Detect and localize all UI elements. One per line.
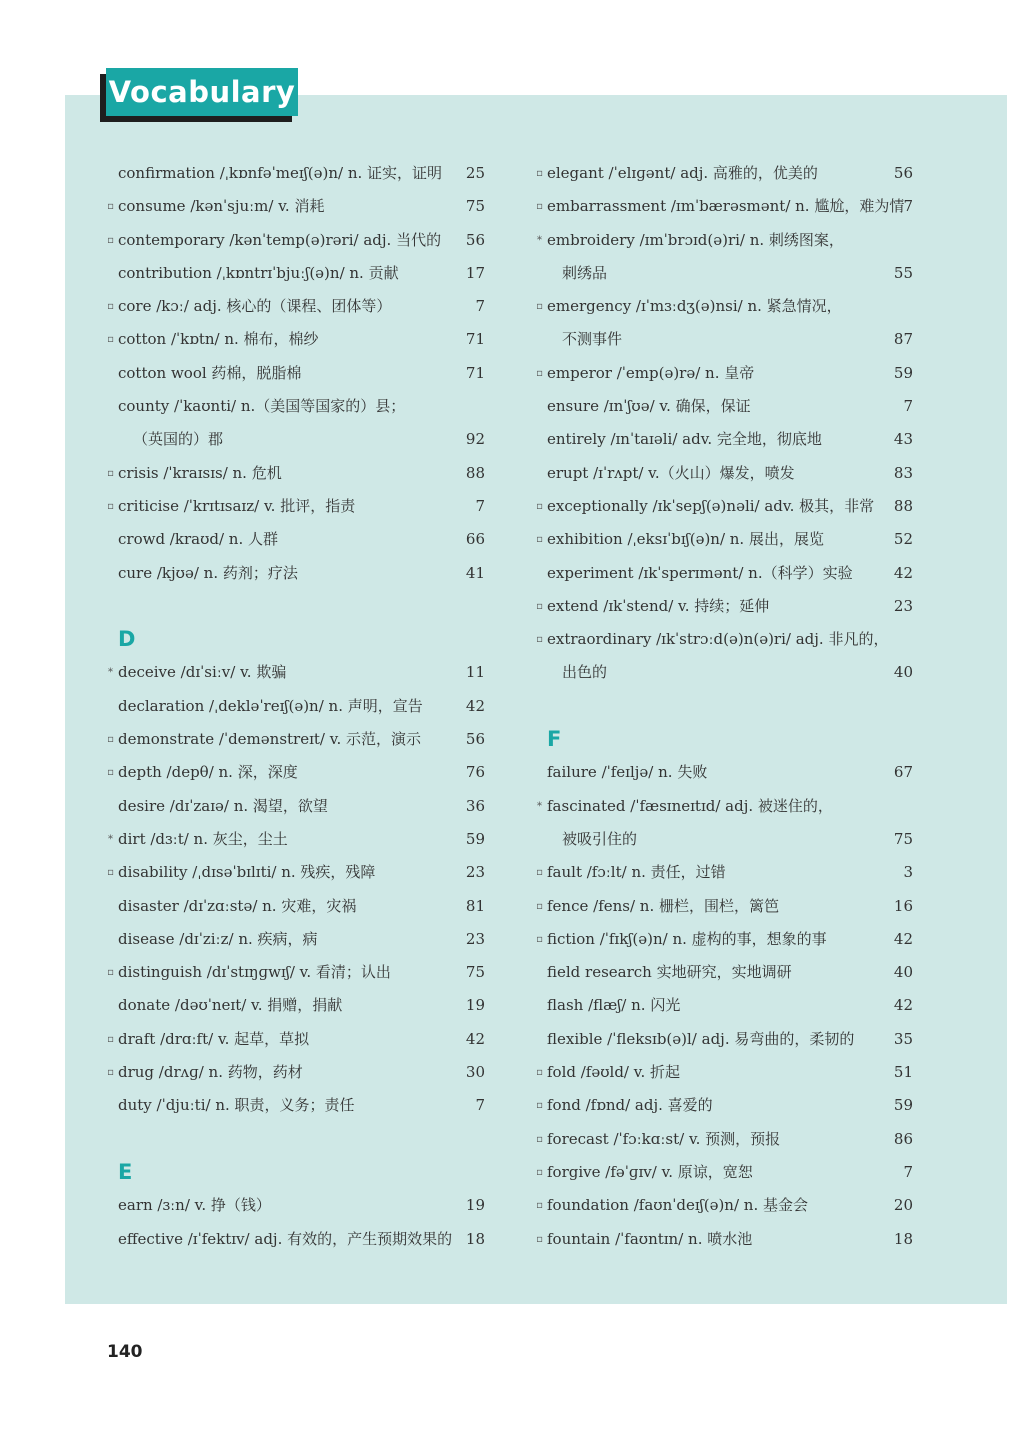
entry-text: exhibition /ˌeksɪˈbɪʃ(ə)n/ n. 展出，展览 bbox=[547, 530, 824, 549]
entry-text: emperor /ˈemp(ə)rə/ n. 皇帝 bbox=[547, 363, 755, 382]
entry-text: criticise /ˈkrɪtɪsaɪz/ v. 批评，指责 bbox=[118, 496, 356, 515]
entry-page: 42 bbox=[893, 563, 913, 582]
vocab-entry bbox=[105, 257, 485, 290]
entry-text: dirt /dɜːt/ n. 灰尘，尘土 bbox=[118, 829, 288, 848]
square-marker: ▫ bbox=[536, 600, 543, 612]
entry-text: embroidery /ɪmˈbrɔɪd(ə)ri/ n. 刺绣图案， bbox=[547, 230, 844, 249]
vocab-entry bbox=[534, 357, 913, 390]
vocab-entry bbox=[534, 290, 913, 323]
entry-text: 被吸引住的 bbox=[562, 829, 638, 848]
vocab-entry bbox=[105, 557, 485, 590]
vocab-entry bbox=[534, 557, 913, 590]
entry-text: embarrassment /ɪmˈbærəsmənt/ n. 尴尬，难为情 bbox=[547, 197, 905, 216]
square-marker: ▫ bbox=[536, 301, 543, 313]
vocab-entry bbox=[105, 1223, 485, 1256]
square-marker: ▫ bbox=[536, 1166, 543, 1178]
entry-page: 3 bbox=[903, 863, 913, 882]
vocab-entry bbox=[105, 656, 485, 689]
entry-page: 30 bbox=[465, 1063, 485, 1082]
vocab-entry bbox=[534, 1089, 913, 1122]
vocab-entry bbox=[105, 1089, 485, 1122]
square-marker: ▫ bbox=[107, 234, 114, 246]
square-marker: ▫ bbox=[107, 500, 114, 512]
entry-text: drug /drʌɡ/ n. 药物，药材 bbox=[118, 1063, 303, 1082]
entry-page: 81 bbox=[465, 896, 485, 915]
vocab-entry bbox=[534, 923, 913, 956]
vocab-entry bbox=[534, 1156, 913, 1189]
entry-page: 20 bbox=[893, 1196, 913, 1215]
entry-page: 7 bbox=[903, 1162, 913, 1181]
entry-text: forgive /fəˈɡɪv/ v. 原谅，宽恕 bbox=[547, 1162, 753, 1181]
entry-page: 67 bbox=[893, 763, 913, 782]
entry-text: effective /ɪˈfektɪv/ adj. 有效的，产生预期效果的 bbox=[118, 1229, 453, 1248]
entry-page: 56 bbox=[465, 730, 485, 749]
entry-text: 不测事件 bbox=[562, 330, 623, 349]
vocab-entry bbox=[105, 290, 485, 323]
entry-page: 88 bbox=[465, 463, 485, 482]
vocab-entry bbox=[105, 790, 485, 823]
vocab-entry bbox=[105, 956, 485, 989]
entry-page: 51 bbox=[893, 1063, 913, 1082]
entry-continuation bbox=[534, 323, 913, 356]
section-letter: D bbox=[118, 627, 136, 652]
asterisk-marker: * bbox=[537, 800, 542, 812]
entry-text: elegant /ˈelɪɡənt/ adj. 高雅的，优美的 bbox=[547, 164, 818, 182]
entry-page: 40 bbox=[893, 963, 913, 982]
entry-text: exceptionally /ɪkˈsepʃ(ə)nəli/ adv. 极其，非常 bbox=[547, 496, 875, 515]
entry-text: 刺绣品 bbox=[562, 263, 608, 282]
entry-page: 19 bbox=[465, 996, 485, 1015]
right-column bbox=[534, 157, 913, 1256]
entry-page: 40 bbox=[893, 663, 913, 682]
entry-page: 19 bbox=[465, 1196, 485, 1215]
entry-text: fiction /ˈfɪkʃ(ə)n/ n. 虚构的事，想象的事 bbox=[547, 929, 827, 948]
vocab-entry bbox=[534, 790, 913, 823]
entry-text: donate /dəʊˈneɪt/ v. 捐赠，捐献 bbox=[118, 996, 343, 1015]
vocab-entry bbox=[105, 323, 485, 356]
square-marker: ▫ bbox=[536, 1067, 543, 1079]
entry-text: fault /fɔːlt/ n. 责任，过错 bbox=[547, 863, 726, 882]
entry-page: 55 bbox=[893, 263, 913, 282]
square-marker: ▫ bbox=[107, 1067, 114, 1079]
entry-page: 83 bbox=[893, 463, 913, 482]
left-column bbox=[105, 157, 485, 1256]
entry-text: earn /ɜːn/ v. 挣（钱） bbox=[118, 1196, 271, 1215]
vocab-entry bbox=[105, 856, 485, 889]
page-number: 140 bbox=[107, 1342, 143, 1362]
vocab-entry bbox=[105, 1056, 485, 1089]
square-marker: ▫ bbox=[107, 301, 114, 313]
square-marker: ▫ bbox=[107, 734, 114, 746]
vocab-entry bbox=[105, 1189, 485, 1222]
entry-text: （英国的）郡 bbox=[133, 430, 224, 449]
square-marker: ▫ bbox=[536, 367, 543, 379]
entry-page: 23 bbox=[465, 929, 485, 948]
vocab-entry bbox=[534, 490, 913, 523]
entry-page: 41 bbox=[465, 563, 485, 582]
square-marker: ▫ bbox=[536, 1100, 543, 1112]
entry-page: 7 bbox=[475, 496, 485, 515]
vocab-entry bbox=[534, 523, 913, 556]
vocab-entry bbox=[105, 756, 485, 789]
entry-page: 71 bbox=[465, 330, 485, 349]
entry-text: failure /ˈfeɪljə/ n. 失败 bbox=[547, 763, 708, 782]
entry-page: 87 bbox=[893, 330, 913, 349]
entry-text: crowd /kraʊd/ n. 人群 bbox=[118, 530, 278, 549]
square-marker: ▫ bbox=[536, 201, 543, 213]
entry-text: consume /kənˈsjuːm/ v. 消耗 bbox=[118, 197, 325, 216]
entry-text: fence /fens/ n. 栅栏，围栏，篱笆 bbox=[547, 896, 779, 915]
vocab-entry bbox=[534, 457, 913, 490]
vocab-entry bbox=[534, 423, 913, 456]
vocab-entry bbox=[534, 1023, 913, 1056]
entry-page: 42 bbox=[465, 1029, 485, 1048]
vocab-entry bbox=[105, 490, 485, 523]
entry-text: ensure /ɪnˈʃʊə/ v. 确保，保证 bbox=[547, 397, 751, 416]
vocab-entry bbox=[534, 756, 913, 789]
entry-page: 7 bbox=[475, 1096, 485, 1115]
entry-page: 75 bbox=[465, 963, 485, 982]
entry-page: 42 bbox=[465, 696, 485, 715]
vocab-entry bbox=[105, 890, 485, 923]
entry-page: 36 bbox=[465, 796, 485, 815]
entry-continuation bbox=[534, 656, 913, 689]
section-letter: E bbox=[118, 1159, 133, 1184]
entry-text: field research 实地研究，实地调研 bbox=[547, 963, 792, 982]
entry-text: cotton /ˈkɒtn/ n. 棉布，棉纱 bbox=[118, 330, 319, 349]
entry-text: extraordinary /ɪkˈstrɔːd(ə)n(ə)ri/ adj. 非凡的， bbox=[547, 630, 889, 649]
entry-text: entirely /ɪnˈtaɪəli/ adv. 完全地，彻底地 bbox=[547, 430, 822, 449]
vocab-entry bbox=[534, 1189, 913, 1222]
entry-page: 56 bbox=[465, 230, 485, 249]
vocab-entry bbox=[105, 989, 485, 1022]
vocab-entry bbox=[534, 157, 913, 190]
vocab-entry bbox=[534, 1123, 913, 1156]
vocab-entry bbox=[105, 1023, 485, 1056]
entry-text: fascinated /ˈfæsɪneɪtɪd/ adj. 被迷住的， bbox=[547, 796, 833, 815]
square-marker: ▫ bbox=[536, 1133, 543, 1145]
entry-text: duty /ˈdjuːti/ n. 职责，义务；责任 bbox=[118, 1096, 355, 1115]
entry-page: 42 bbox=[893, 929, 913, 948]
entry-page: 75 bbox=[893, 829, 913, 848]
entry-page: 92 bbox=[465, 430, 485, 449]
vocab-entry bbox=[534, 224, 913, 257]
entry-page: 23 bbox=[893, 596, 913, 615]
entry-text: contemporary /kənˈtemp(ə)rəri/ adj. 当代的 bbox=[118, 230, 442, 249]
square-marker: ▫ bbox=[536, 900, 543, 912]
entry-text: crisis /ˈkraɪsɪs/ n. 危机 bbox=[118, 463, 282, 482]
entry-text: fond /fɒnd/ adj. 喜爱的 bbox=[547, 1096, 713, 1115]
square-marker: ▫ bbox=[536, 168, 543, 179]
entry-page: 52 bbox=[893, 530, 913, 549]
entry-text: contribution /ˌkɒntrɪˈbjuːʃ(ə)n/ n. 贡献 bbox=[118, 263, 399, 282]
square-marker: ▫ bbox=[536, 1233, 543, 1245]
entry-page: 18 bbox=[465, 1229, 485, 1248]
entry-continuation bbox=[105, 423, 485, 456]
entry-page: 17 bbox=[465, 263, 485, 282]
square-marker: ▫ bbox=[536, 534, 543, 546]
entry-continuation bbox=[534, 257, 913, 290]
entry-text: foundation /faʊnˈdeɪʃ(ə)n/ n. 基金会 bbox=[547, 1196, 808, 1215]
entry-page: 56 bbox=[893, 164, 913, 182]
vocab-entry bbox=[105, 157, 485, 190]
asterisk-marker: * bbox=[108, 833, 113, 845]
vocab-entry bbox=[534, 390, 913, 423]
vocab-entry bbox=[105, 224, 485, 257]
entry-page: 16 bbox=[893, 896, 913, 915]
entry-page: 7 bbox=[475, 297, 485, 316]
entry-page: 7 bbox=[903, 397, 913, 416]
entry-page: 86 bbox=[893, 1129, 913, 1148]
page-title: Vocabulary bbox=[106, 68, 298, 116]
entry-text: erupt /ɪˈrʌpt/ v.（火山）爆发，喷发 bbox=[547, 463, 795, 482]
vocab-entry bbox=[105, 523, 485, 556]
entry-text: extend /ɪkˈstend/ v. 持续；延伸 bbox=[547, 596, 770, 615]
section-letter: F bbox=[547, 727, 562, 752]
vocab-entry bbox=[534, 190, 913, 223]
vocab-entry bbox=[105, 723, 485, 756]
entry-text: county /ˈkaʊnti/ n.（美国等国家的）县； bbox=[118, 397, 406, 416]
entry-text: demonstrate /ˈdemənstreɪt/ v. 示范，演示 bbox=[118, 730, 421, 749]
square-marker: ▫ bbox=[536, 1200, 543, 1212]
entry-text: confirmation /ˌkɒnfəˈmeɪʃ(ə)n/ n. 证实，证明 bbox=[118, 164, 443, 182]
vocab-entry bbox=[534, 890, 913, 923]
entry-page: 59 bbox=[465, 829, 485, 848]
square-marker: ▫ bbox=[107, 967, 114, 979]
asterisk-marker: * bbox=[537, 234, 542, 246]
vocab-entry bbox=[534, 590, 913, 623]
entry-text: distinguish /dɪˈstɪŋɡwɪʃ/ v. 看清；认出 bbox=[118, 963, 391, 982]
entry-text: disaster /dɪˈzɑːstə/ n. 灾难，灾祸 bbox=[118, 896, 357, 915]
square-marker: ▫ bbox=[536, 500, 543, 512]
entry-page: 42 bbox=[893, 996, 913, 1015]
entry-page: 88 bbox=[893, 496, 913, 515]
vocab-entry bbox=[534, 1056, 913, 1089]
entry-text: disease /dɪˈziːz/ n. 疾病，病 bbox=[118, 929, 318, 948]
entry-continuation bbox=[534, 823, 913, 856]
entry-text: draft /drɑːft/ v. 起草，草拟 bbox=[118, 1029, 310, 1048]
entry-page: 23 bbox=[465, 863, 485, 882]
entry-text: depth /depθ/ n. 深，深度 bbox=[118, 763, 298, 782]
vocab-entry bbox=[534, 989, 913, 1022]
entry-text: desire /dɪˈzaɪə/ n. 渴望，欲望 bbox=[118, 796, 328, 815]
entry-text: flexible /ˈfleksɪb(ə)l/ adj. 易弯曲的，柔韧的 bbox=[547, 1029, 855, 1048]
entry-page: 18 bbox=[893, 1229, 913, 1248]
entry-page: 71 bbox=[465, 363, 485, 382]
entry-text: emergency /ɪˈmɜːdʒ(ə)nsi/ n. 紧急情况， bbox=[547, 297, 842, 316]
entry-text: experiment /ɪkˈsperɪmənt/ n.（科学）实验 bbox=[547, 563, 853, 582]
entry-page: 7 bbox=[903, 197, 913, 216]
square-marker: ▫ bbox=[107, 467, 114, 479]
entry-text: cotton wool 药棉，脱脂棉 bbox=[118, 363, 302, 382]
entry-page: 25 bbox=[465, 164, 485, 182]
vocab-entry bbox=[105, 690, 485, 723]
entry-text: disability /ˌdɪsəˈbɪlɪti/ n. 残疾，残障 bbox=[118, 863, 376, 882]
entry-page: 75 bbox=[465, 197, 485, 216]
vocab-entry bbox=[534, 956, 913, 989]
square-marker: ▫ bbox=[107, 867, 114, 879]
vocab-entry bbox=[105, 823, 485, 856]
square-marker: ▫ bbox=[107, 1033, 114, 1045]
entry-text: deceive /dɪˈsiːv/ v. 欺骗 bbox=[118, 663, 287, 682]
entry-text: cure /kjʊə/ n. 药剂；疗法 bbox=[118, 563, 298, 582]
entry-page: 43 bbox=[893, 430, 913, 449]
square-marker: ▫ bbox=[107, 201, 114, 213]
vocab-entry bbox=[105, 457, 485, 490]
entry-page: 11 bbox=[465, 663, 485, 682]
entry-text: 出色的 bbox=[562, 663, 608, 682]
square-marker: ▫ bbox=[107, 767, 114, 779]
entry-page: 76 bbox=[465, 763, 485, 782]
vocab-entry bbox=[105, 190, 485, 223]
entry-text: fold /fəʊld/ v. 折起 bbox=[547, 1063, 680, 1082]
square-marker: ▫ bbox=[536, 867, 543, 879]
entry-text: core /kɔː/ adj. 核心的（课程、团体等） bbox=[118, 297, 392, 316]
entry-text: declaration /ˌdekləˈreɪʃ(ə)n/ n. 声明，宣告 bbox=[118, 696, 423, 715]
vocab-entry bbox=[534, 856, 913, 889]
entry-page: 35 bbox=[893, 1029, 913, 1048]
square-marker: ▫ bbox=[536, 933, 543, 945]
square-marker: ▫ bbox=[536, 634, 543, 646]
entry-page: 59 bbox=[893, 1096, 913, 1115]
vocab-entry bbox=[534, 623, 913, 656]
square-marker: ▫ bbox=[107, 334, 114, 346]
asterisk-marker: * bbox=[108, 667, 113, 679]
vocab-entry bbox=[105, 390, 485, 423]
entry-text: flash /flæʃ/ n. 闪光 bbox=[547, 996, 681, 1015]
entry-text: fountain /ˈfaʊntɪn/ n. 喷水池 bbox=[547, 1229, 753, 1248]
vocab-entry bbox=[105, 923, 485, 956]
entry-page: 59 bbox=[893, 363, 913, 382]
vocab-entry bbox=[105, 357, 485, 390]
entry-page: 66 bbox=[465, 530, 485, 549]
entry-text: forecast /ˈfɔːkɑːst/ v. 预测，预报 bbox=[547, 1129, 781, 1148]
vocab-entry bbox=[534, 1223, 913, 1256]
